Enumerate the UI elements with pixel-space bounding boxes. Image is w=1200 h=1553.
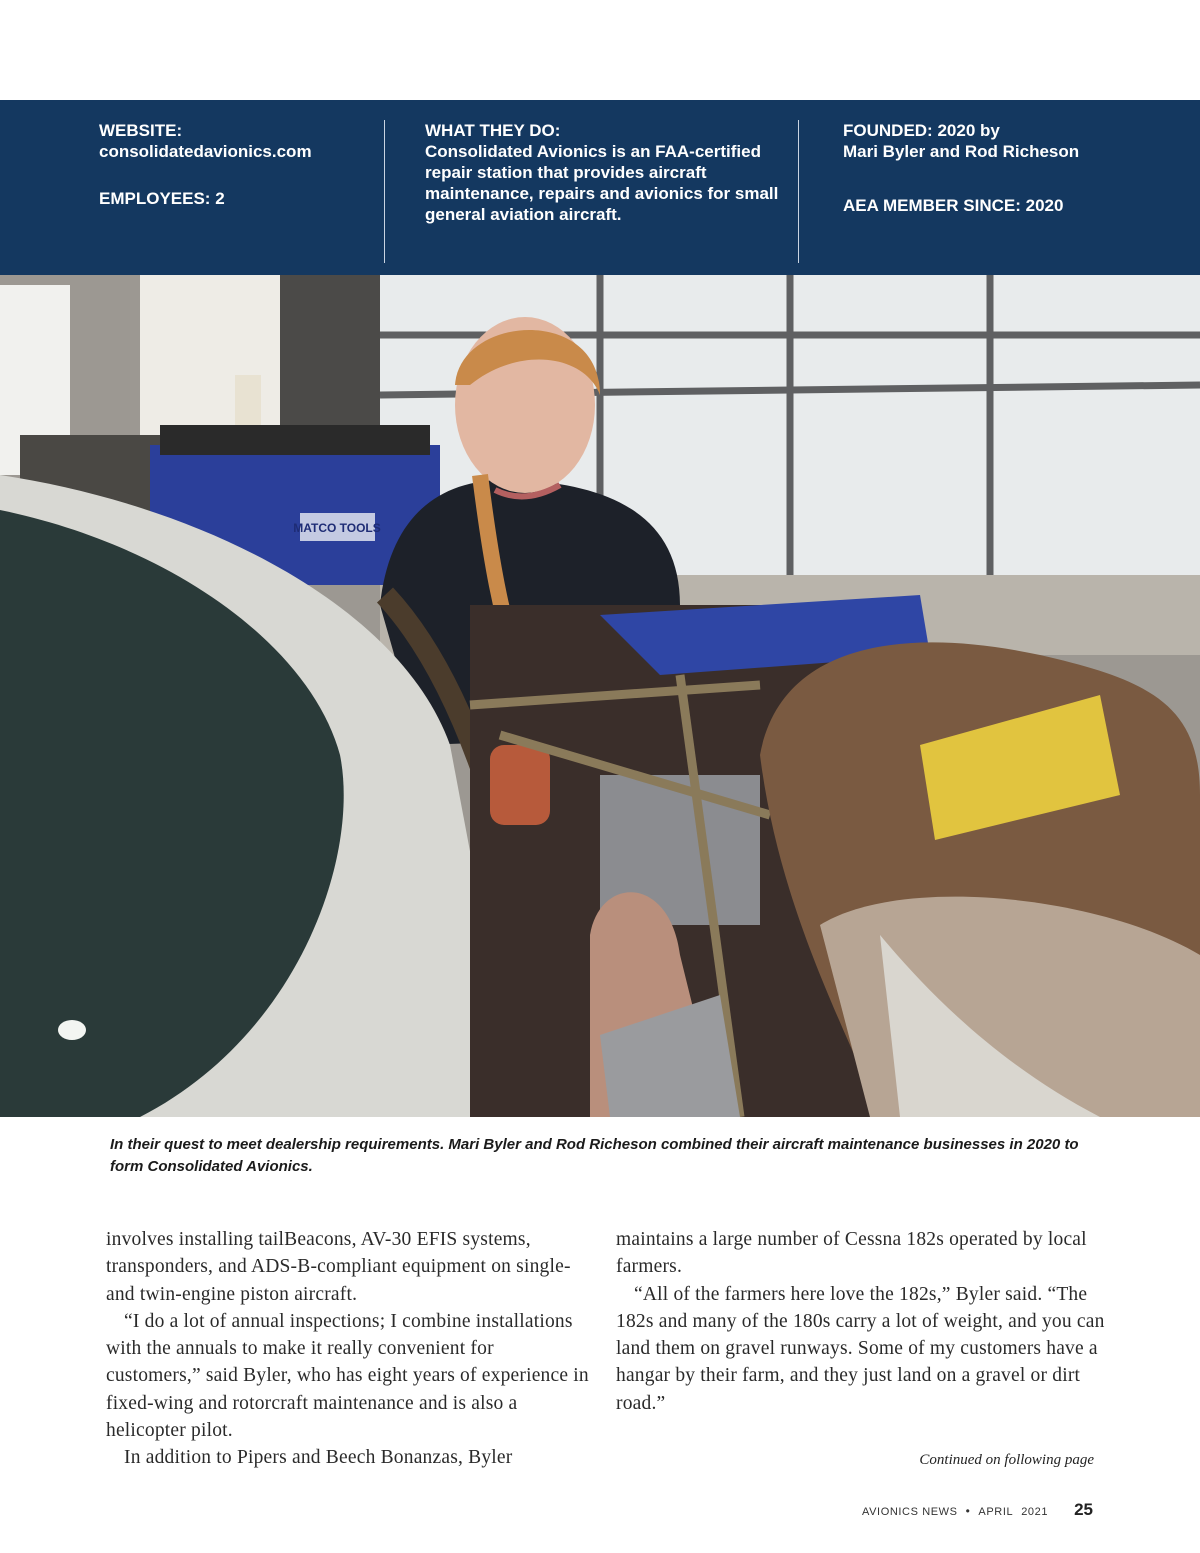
website-label: WEBSITE: <box>99 121 183 140</box>
page-footer <box>862 1500 1093 1520</box>
founded-label: FOUNDED: <box>843 121 933 140</box>
paragraph: In addition to Pipers and Beech Bonanzas, Byler <box>124 1447 513 1469</box>
paragraph: maintains a large number of Cessna 182s operated by local farmers. <box>616 1229 1087 1278</box>
employees-label: EMPLOYEES: <box>99 189 211 208</box>
page-number: 25 <box>1074 1500 1093 1519</box>
info-divider <box>384 120 385 263</box>
issue-month: APRIL <box>978 1506 1014 1518</box>
website-value: consolidatedavionics.com <box>99 142 312 161</box>
info-column-founded <box>843 120 1173 216</box>
info-column-website <box>99 120 369 209</box>
paragraph: “All of the farmers here love the 182s,” Byler said. “The 182s and many of the 180s carry a lot of weight, and you can land them on gravel runways. Some of my customers have a hangar by their farm, and they just land on a gravel or dirt road.” <box>616 1283 1105 1414</box>
info-column-what-they-do <box>425 120 785 225</box>
what-they-do-label: WHAT THEY DO: <box>425 121 561 140</box>
hangar-photo <box>0 275 1200 1117</box>
photo-caption: In their quest to meet dealership requirements. Mari Byler and Rod Richeson combined their aircraft maintenance businesses in 2020 to form Consolidated Avionics. <box>110 1136 1079 1175</box>
paragraph: involves installing tailBeacons, AV-30 EFIS systems, transponders, and ADS-B-compliant equipment on single- and twin-engine piston aircraft. <box>106 1229 571 1305</box>
founded-value: 2020 by <box>937 121 1000 140</box>
member-since-value: 2020 <box>1025 196 1064 215</box>
toolbox-brand-label: MATCO TOOLS <box>293 521 381 535</box>
issue-year: 2021 <box>1021 1506 1049 1518</box>
company-info-bar <box>0 100 1200 275</box>
article-column-1 <box>106 1226 591 1472</box>
member-since-label: AEA MEMBER SINCE: <box>843 196 1021 215</box>
footer-bullet: • <box>965 1504 971 1518</box>
publication-name: AVIONICS NEWS <box>861 1506 958 1518</box>
founders-names: Mari Byler and Rod Richeson <box>843 142 1080 161</box>
article-column-2 <box>616 1226 1106 1417</box>
info-divider <box>798 120 799 263</box>
what-they-do-value: Consolidated Avionics is an FAA-certified repair station that provides aircraft maintenance, repairs and avionics for small general aviation aircraft. <box>425 142 779 224</box>
paragraph: “I do a lot of annual inspections; I combine installations with the annuals to make it really convenient for customers,” said Byler, who has eight years of experience in fixed-wing and rotorcraft maintenance and is also a helicopter pilot. <box>106 1310 589 1442</box>
continued-note: Continued on following page <box>919 1452 1094 1468</box>
employees-value: 2 <box>215 189 225 208</box>
